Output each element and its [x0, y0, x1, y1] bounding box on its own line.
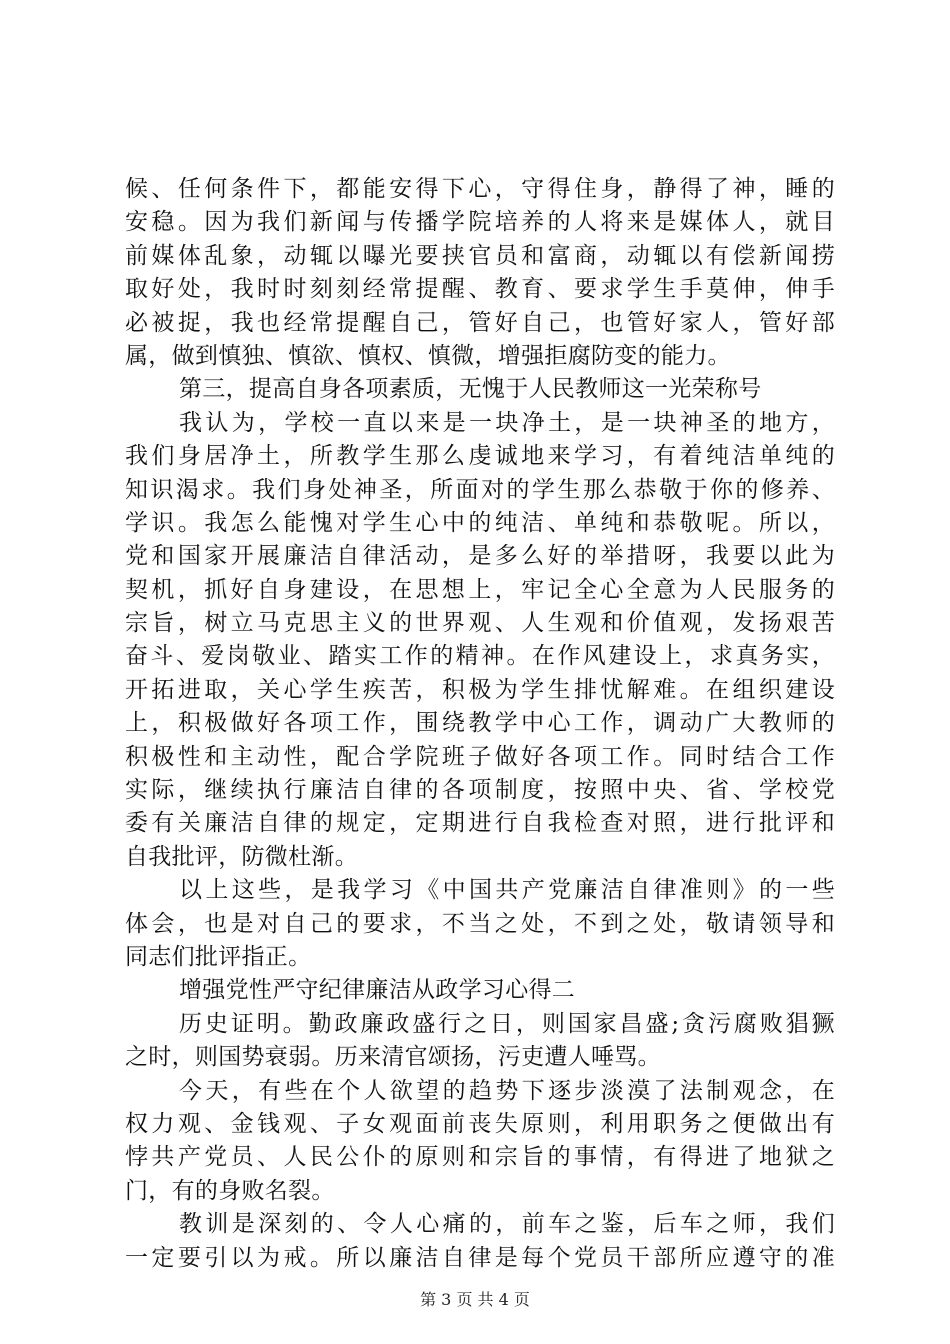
text-line: 我们身居净土，所教学生那么虔诚地来学习，有着纯洁单纯的 [125, 443, 835, 470]
text-line: 前媒体乱象，动辄以曝光要挟官员和富商，动辄以有偿新闻捞 [125, 242, 835, 269]
text-line: 积极性和主动性，配合学院班子做好各项工作。同时结合工作 [125, 743, 835, 770]
text-line: 上，积极做好各项工作，围绕教学中心工作，调动广大教师的 [125, 710, 835, 737]
text-line: 安稳。因为我们新闻与传播学院培养的人将来是媒体人，就目 [125, 209, 835, 236]
text-line: 增强党性严守纪律廉洁从政学习心得二 [179, 977, 576, 1004]
text-line: 教训是深刻的、令人心痛的，前车之鉴，后车之师，我们 [179, 1211, 835, 1238]
text-line: 取好处，我时时刻刻经常提醒、教育、要求学生手莫伸，伸手 [125, 276, 835, 303]
text-line: 同志们批评指正。 [125, 943, 312, 970]
text-line: 一定要引以为戒。所以廉洁自律是每个党员干部所应遵守的准 [125, 1244, 835, 1271]
text-line: 必被捉，我也经常提醒自己，管好自己，也管好家人，管好部 [125, 309, 835, 336]
text-line: 知识渴求。我们身处神圣，所面对的学生那么恭敬于你的修养、 [125, 476, 835, 503]
text-line: 悖共产党员、人民公仆的原则和宗旨的事情，有得进了地狱之 [125, 1144, 835, 1171]
text-line: 体会，也是对自己的要求，不当之处，不到之处，敬请领导和 [125, 910, 835, 937]
text-line: 属，做到慎独、慎欲、慎权、慎微，增强拒腐防变的能力。 [125, 342, 731, 369]
text-line: 第三，提高自身各项素质，无愧于人民教师这一光荣称号 [179, 376, 762, 403]
document-body [125, 173, 835, 1275]
text-line: 门，有的身败名裂。 [125, 1177, 335, 1204]
text-line: 历史证明。勤政廉政盛行之日，则国家昌盛;贪污腐败猖獗 [179, 1010, 835, 1037]
text-line: 开拓进取，关心学生疾苦，积极为学生排忧解难。在组织建设 [125, 676, 835, 703]
text-line: 契机，抓好自身建设，在思想上，牢记全心全意为人民服务的 [125, 576, 835, 603]
text-line: 今天，有些在个人欲望的趋势下逐步淡漠了法制观念，在 [179, 1077, 835, 1104]
text-line: 候、任何条件下，都能安得下心，守得住身，静得了神，睡的 [125, 176, 835, 202]
text-line: 权力观、金钱观、子女观面前丧失原则，利用职务之便做出有 [125, 1110, 835, 1137]
text-line: 之时，则国势衰弱。历来清官颂扬，污吏遭人唾骂。 [125, 1044, 661, 1071]
text-line: 宗旨，树立马克思主义的世界观、人生观和价值观，发扬艰苦 [125, 610, 835, 637]
text-line: 我认为，学校一直以来是一块净土，是一块神圣的地方， [179, 409, 835, 436]
page-footer: 第 3 页 共 4 页 [420, 1290, 530, 1309]
text-line: 学识。我怎么能愧对学生心中的纯洁、单纯和恭敬呢。所以， [125, 509, 835, 536]
text-line: 奋斗、爱岗敬业、踏实工作的精神。在作风建设上，求真务实， [125, 643, 835, 670]
text-line: 委有关廉洁自律的规定，定期进行自我检查对照，进行批评和 [125, 810, 835, 837]
text-line: 实际，继续执行廉洁自律的各项制度，按照中央、省、学校党 [125, 777, 835, 804]
text-line: 党和国家开展廉洁自律活动，是多么好的举措呀，我要以此为 [125, 543, 835, 570]
text-line: 以上这些，是我学习《中国共产党廉洁自律准则》的一些 [179, 877, 835, 904]
text-line: 自我批评，防微杜渐。 [125, 843, 358, 870]
